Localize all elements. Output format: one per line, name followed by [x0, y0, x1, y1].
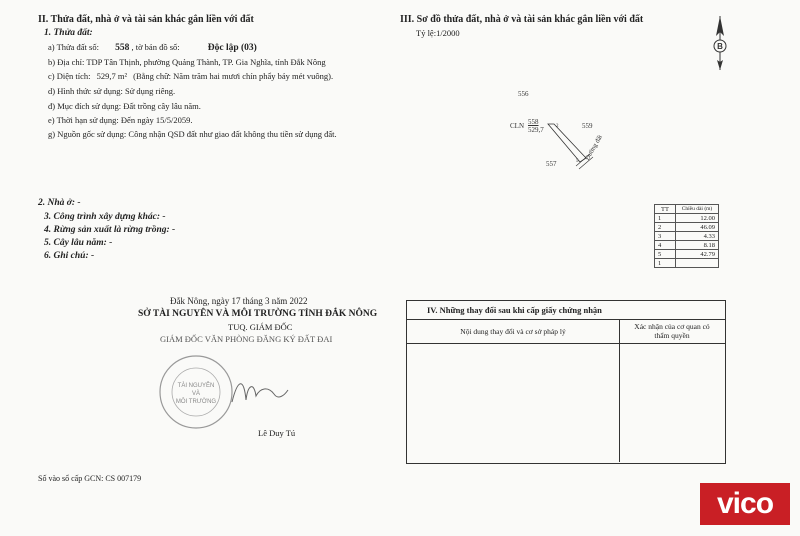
scale-label: Tỷ lệ:1/2000 — [416, 28, 460, 38]
svg-text:VÀ: VÀ — [191, 391, 201, 397]
usage-origin-row: g) Nguồn gốc sử dụng: Công nhận QSD đất như giao đất không thu tiền sử dụng đất. — [48, 129, 337, 139]
table-cell: 1 — [655, 214, 676, 223]
table-cell: 5 — [655, 250, 676, 259]
neighbor-559-label: 559 — [582, 122, 593, 130]
length-header: Chiều dài (m) — [676, 205, 719, 214]
neighbor-556-label: 556 — [518, 90, 529, 98]
official-seal-icon — [156, 352, 236, 432]
brand-watermark-logo: vico — [700, 483, 790, 525]
authorization-label: TUQ. GIÁM ĐỐC — [228, 322, 293, 332]
land-type-label: CLN — [510, 122, 524, 130]
section-2-title: II. Thửa đất, nhà ở và tài sản khác gắn liền với đất — [38, 14, 254, 25]
column-divider — [619, 343, 620, 462]
handwritten-signature — [228, 374, 292, 410]
table-cell: 8.18 — [676, 241, 719, 250]
parcel-number-label: 558 — [528, 118, 539, 126]
usage-purpose-row: đ) Mục đích sử dụng: Đất trồng cây lâu năm. — [48, 101, 201, 111]
table-row — [655, 232, 719, 241]
forest-item: 4. Rừng sản xuất là rừng trồng: - — [44, 225, 176, 235]
svg-text:5: 5 — [576, 159, 579, 164]
table-row — [655, 223, 719, 232]
authority-confirmation-header: Xác nhận của cơ quan có thẩm quyền — [619, 319, 724, 343]
svg-text:TÀI NGUYÊN: TÀI NGUYÊN — [177, 383, 215, 389]
table-cell — [676, 259, 719, 268]
table-row — [655, 250, 719, 259]
plot-number-value: 558 — [115, 43, 130, 53]
change-content-header: Nội dung thay đổi và cơ sở pháp lý — [460, 326, 566, 336]
map-sheet-label: , tờ bản đồ số: — [131, 42, 180, 52]
table-cell: 4.33 — [676, 232, 719, 241]
svg-text:MÔI TRƯỜNG: MÔI TRƯỜNG — [175, 399, 217, 405]
svg-text:2: 2 — [556, 124, 559, 129]
registry-number: Số vào sổ cấp GCN: CS 007179 — [38, 474, 142, 483]
table-header-row — [655, 205, 719, 214]
table-row — [655, 214, 719, 223]
address-row: b) Địa chỉ: TDP Tân Thịnh, phường Quảng Thành, TP. Gia Nghĩa, tỉnh Đắk Nông — [48, 57, 326, 67]
table-cell: 4 — [655, 241, 676, 250]
signer-name: Lê Duy Tú — [258, 428, 296, 438]
tt-header: TT — [655, 205, 676, 214]
land-plot-subtitle: 1. Thửa đất: — [44, 28, 93, 38]
table-cell: 1 — [655, 259, 676, 268]
house-item: 2. Nhà ở: - — [38, 198, 81, 208]
svg-text:B: B — [717, 42, 723, 51]
table-cell: 42.79 — [676, 250, 719, 259]
table-cell: 2 — [655, 223, 676, 232]
area-row — [48, 71, 333, 81]
area-in-words: (Bằng chữ: Năm trăm hai mươi chín phẩy bảy mét vuông). — [133, 71, 334, 81]
usage-term-row: e) Thời hạn sử dụng: Đến ngày 15/5/2059. — [48, 115, 193, 125]
issue-date: Đắk Nông, ngày 17 tháng 3 năm 2022 — [170, 296, 308, 306]
usage-form-row: d) Hình thức sử dụng: Sử dụng riêng. — [48, 86, 176, 96]
area-value: 529,7 m² — [96, 71, 128, 81]
signer-role: GIÁM ĐỐC VĂN PHÒNG ĐĂNG KÝ ĐẤT ĐAI — [160, 334, 333, 344]
area-label: c) Diện tích: — [48, 71, 91, 81]
table-row — [655, 259, 719, 268]
issuing-authority: SỞ TÀI NGUYÊN VÀ MÔI TRƯỜNG TỈNH ĐẮK NÔNG — [138, 309, 378, 319]
parcel-area-label: 529,7 — [528, 126, 544, 134]
plot-number-row — [48, 42, 257, 53]
table-row — [655, 241, 719, 250]
neighbor-557-label: 557 — [546, 160, 557, 168]
road-label: Đường đất — [584, 133, 604, 162]
table-cell: 3 — [655, 232, 676, 241]
map-sheet-value: Độc lập (03) — [207, 43, 257, 53]
perennial-tree-item: 5. Cây lâu năm: - — [44, 238, 113, 248]
table-cell: 12.00 — [676, 214, 719, 223]
plot-number-label: a) Thửa đất số: — [48, 42, 99, 52]
edge-length-table — [654, 204, 719, 268]
changes-header-row — [407, 319, 725, 344]
section-3-title: III. Sơ đồ thửa đất, nhà ở và tài sản khác gắn liền với đất — [400, 14, 644, 25]
construction-item: 3. Công trình xây dựng khác: - — [44, 212, 166, 222]
changes-box — [406, 300, 726, 464]
table-cell: 46.09 — [676, 223, 719, 232]
note-item: 6. Ghi chú: - — [44, 251, 95, 261]
section-4-title: IV. Những thay đổi sau khi cấp giấy chứng nhận — [427, 305, 602, 315]
changes-title-bar — [407, 301, 725, 320]
north-arrow-icon — [708, 14, 732, 72]
